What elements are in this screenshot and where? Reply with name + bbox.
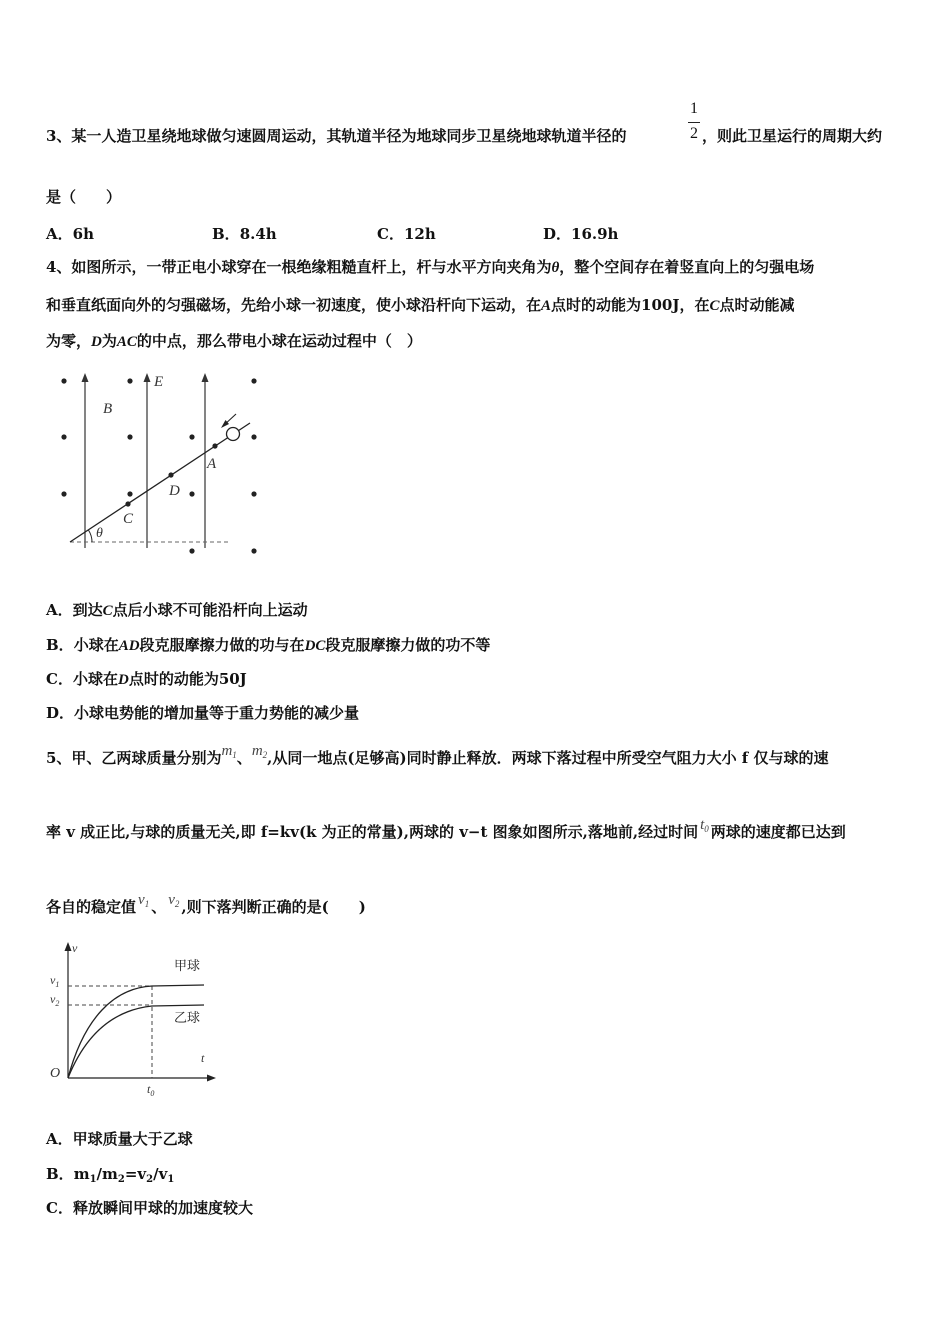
option-label: B． [46,636,74,654]
q3-option-b[interactable] [212,223,277,244]
label-c: C [123,511,134,527]
q5-option-c[interactable] [46,1197,253,1218]
q4-option-b[interactable] [46,634,490,655]
formula-m2-sub: 2 [117,1174,125,1185]
point-a-symbol: A [541,298,552,314]
field-arrowheads [82,373,209,382]
q5-option-b[interactable] [46,1163,174,1185]
label-theta: θ [96,526,103,541]
formula-v1-sub: 1 [167,1174,175,1185]
option-text: 段克服摩擦力做的功不等 [325,636,491,654]
segment-dc-symbol: DC [304,638,326,654]
q5-stem-line1 [46,743,829,772]
q5-text: 5、甲、乙两球质量分别为 [46,749,222,767]
q4-field-diagram [50,365,270,560]
formula-m1: m [73,1165,90,1183]
insulating-rod [70,423,250,542]
t-axis-label: t [201,1051,205,1065]
option-text: 小球在 [73,636,119,654]
t0-label-main: t [147,1082,151,1096]
v2-label [50,992,59,1008]
option-label: D． [46,704,75,722]
v2-label-sub: 2 [55,999,60,1008]
label-e: E [154,374,164,390]
option-label: B． [46,1165,74,1183]
t0-label [147,1082,154,1098]
v1-label [50,973,59,989]
option-text: 16.9h [571,225,619,243]
q3-option-c[interactable] [377,223,436,244]
option-text: 甲球质量大于乙球 [72,1130,193,1148]
q3-stem-line2 [46,188,121,206]
option-label: C． [377,225,404,243]
option-label: A． [46,601,73,619]
v2-subscript: 2 [174,899,180,909]
label-b: B [103,401,113,417]
q4-stem-line3 [46,332,422,351]
option-label: C． [46,1199,73,1217]
t-axis-arrowhead [207,1075,216,1082]
q5-vt-graph [44,938,224,1100]
point-c-symbol: C [709,298,720,314]
t0-label-sub: 0 [150,1089,155,1098]
q4-option-a[interactable] [46,599,308,620]
formula-v2-sub: 2 [146,1174,154,1185]
v1-subscript: 1 [144,899,150,909]
q4-option-d[interactable] [46,702,359,723]
option-label: A． [46,1130,73,1148]
m2-symbol: m [251,743,263,759]
v1-label-sub: 1 [55,980,60,989]
point-a-dot [212,443,217,448]
q4-text: 点时的动能为100J，在 [551,296,710,314]
option-label: A． [46,225,73,243]
q3-stem-line1 [46,127,626,145]
q3-option-d[interactable] [543,223,618,244]
q4-stem-line1 [46,258,814,277]
q4-text: 和垂直纸面向外的匀强磁场，先给小球一初速度，使小球沿杆向下运动，在 [46,296,542,314]
option-label: D． [543,225,572,243]
q3-stem-part-b: ，则此卫星运行的周期大约 [702,127,883,145]
q5-stem-line2 [46,817,846,846]
q3-fraction-denominator: 2 [690,125,698,142]
option-label: C． [46,670,73,688]
formula-v1: /v [153,1165,168,1183]
option-text: 12h [403,225,436,243]
m1-subscript: 1 [232,750,237,760]
v2-symbol: v [168,892,175,908]
origin-label: O [50,1066,61,1081]
q5-text: 、 [151,898,167,916]
point-c-symbol: C [102,603,113,619]
angle-arc [88,530,92,542]
option-text: 6h [72,225,94,243]
formula-m2: /m [96,1165,118,1183]
formula-v2: =v [124,1165,147,1183]
option-text: 释放瞬间甲球的加速度较大 [72,1199,253,1217]
v2-label-main: v [50,992,56,1006]
yi-label: 乙球 [174,1011,201,1026]
point-d-symbol: D [91,334,102,350]
v-axis-arrowhead [65,942,72,951]
q4-text: 点时动能减 [719,296,795,314]
q4-text: 为零， [46,332,92,350]
q5-text: 各自的稳定值 [46,898,137,916]
q5-text: ,从同一地点(足够高)同时静止释放．两球下落过程中所受空气阻力大小 f 仅与球的速 [267,749,829,767]
q3-stem-part-c: 是（ ） [46,188,122,206]
q3-option-a[interactable] [46,223,94,244]
option-text: 8.4h [239,225,277,243]
segment-ac-symbol: AC [116,334,137,350]
q5-stem-line3 [46,892,366,921]
option-text: 到达 [72,601,103,619]
v-axis-label: v [72,941,78,955]
v1-symbol: v [138,892,145,908]
jia-label: 甲球 [174,959,201,974]
charged-ball [227,428,240,441]
q5-option-a[interactable] [46,1128,193,1149]
q3-fraction-numerator: 1 [690,100,698,117]
q4-option-c[interactable] [46,668,247,689]
q4-text: 为 [101,332,117,350]
magnetic-field-dots [61,378,256,553]
formula-m1-sub: 1 [89,1174,97,1185]
label-d: D [169,483,180,499]
q3-fraction-bar [688,122,700,123]
option-text: 小球在 [72,670,118,688]
jia-curve [68,985,204,1078]
q5-text: ,则下落判断正确的是( ) [181,898,366,916]
option-label: B． [212,225,240,243]
option-formula [74,1165,175,1183]
option-text: 小球电势能的增加量等于重力势能的减少量 [74,704,360,722]
segment-ad-symbol: AD [118,638,140,654]
option-text: 点时的动能为50J [128,670,247,688]
m2-subscript: 2 [262,750,268,760]
t0-symbol: t [700,817,705,833]
q4-stem-line2 [46,296,794,315]
theta-symbol: θ [551,260,560,276]
point-c-dot [125,501,130,506]
q4-text: ，整个空间存在着竖直向上的匀强电场 [559,258,815,276]
v1-label-main: v [50,973,56,987]
m1-symbol: m [221,743,233,759]
q3-stem-line1-b [702,127,882,145]
label-a: A [207,456,217,472]
option-text: 点后小球不可能沿杆向上运动 [112,601,308,619]
q5-text: 、 [236,749,252,767]
q3-stem-part-a: 3、某一人造卫星绕地球做匀速圆周运动，其轨道半径为地球同步卫星绕地球轨道半径的 [46,127,627,145]
q4-text: 4、如图所示，一带正电小球穿在一根绝缘粗糙直杆上，杆与水平方向夹角为 [46,258,552,276]
option-text: 段克服摩擦力做的功与在 [139,636,305,654]
q5-text: 两球的速度都已达到 [710,823,846,841]
point-d-dot [168,472,173,477]
q5-text: 率 v 成正比,与球的质量无关,即 f=kv(k 为正的常量),两球的 v−t 图象如图所示,落地前,经过时间 [46,823,699,841]
t0-subscript: 0 [704,824,709,834]
q4-text: 的中点，那么带电小球在运动过程中（ ） [136,332,422,350]
point-d-symbol: D [117,672,129,688]
